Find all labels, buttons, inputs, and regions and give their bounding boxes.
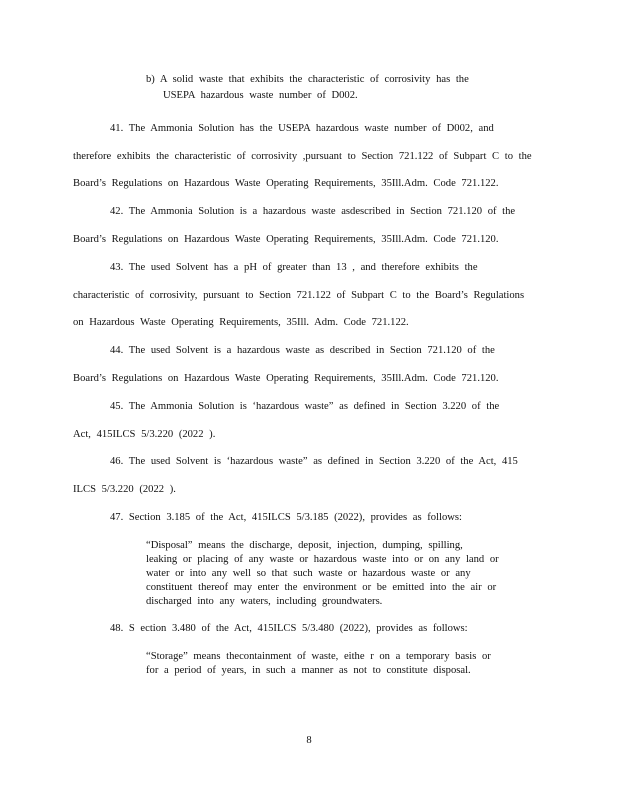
page-number: 8 <box>306 735 312 746</box>
para-48-quote-line-1: “Storage” means thecontainment of waste, eithe r on a temporary basis or <box>146 651 491 662</box>
para-47-quote-line-4: constituent thereof may enter the environment or be emitted into the air or <box>146 582 497 593</box>
para-43-line-3: on Hazardous Waste Operating Requirements, 35Ill. Adm. Code 721.122. <box>73 317 409 328</box>
para-41-line-3: Board’s Regulations on Hazardous Waste Operating Requirements, 35Ill.Adm. Code 721.122. <box>73 178 499 189</box>
para-44-line-1: 44. The used Solvent is a hazardous waste as described in Section 721.120 of the <box>110 345 495 356</box>
para-47-quote-line-1: “Disposal” means the discharge, deposit, injection, dumping, spilling, <box>146 540 463 551</box>
para-41-line-1: 41. The Ammonia Solution has the USEPA hazardous waste number of D002, and <box>110 123 494 134</box>
para-43-line-2: characteristic of corrosivity, pursuant to Section 721.122 of Subpart C to the Board’s Regulations <box>73 290 525 301</box>
item-b-line-2: USEPA hazardous waste number of D002. <box>163 90 358 101</box>
para-48-line-1: 48. S ection 3.480 of the Act, 415ILCS 5/3.480 (2022), provides as follows: <box>110 623 468 634</box>
para-44-line-2: Board’s Regulations on Hazardous Waste Operating Requirements, 35Ill.Adm. Code 721.120. <box>73 373 499 384</box>
para-47-quote-line-2: leaking or placing of any waste or hazardous waste into or on any land or <box>146 554 499 565</box>
para-46-line-1: 46. The used Solvent is ‘hazardous waste” as defined in Section 3.220 of the Act, 415 <box>110 456 518 467</box>
para-47-quote-line-5: discharged into any waters, including groundwaters. <box>146 596 383 607</box>
para-46-line-2: ILCS 5/3.220 (2022 ). <box>73 484 176 495</box>
para-41-line-2: therefore exhibits the characteristic of corrosivity ,pursuant to Section 721.122 of Subpart C to the <box>73 151 532 162</box>
para-43-line-1: 43. The used Solvent has a pH of greater than 13 , and therefore exhibits the <box>110 262 478 273</box>
para-42-line-1: 42. The Ammonia Solution is a hazardous waste asdescribed in Section 721.120 of the <box>110 206 516 217</box>
para-48-quote-line-2: for a period of years, in such a manner as not to constitute disposal. <box>146 665 471 676</box>
para-47-quote-line-3: water or into any well so that such waste or hazardous waste or any <box>146 568 471 579</box>
para-42-line-2: Board’s Regulations on Hazardous Waste Operating Requirements, 35Ill.Adm. Code 721.120. <box>73 234 499 245</box>
para-45-line-1: 45. The Ammonia Solution is ‘hazardous waste” as defined in Section 3.220 of the <box>110 401 500 412</box>
para-45-line-2: Act, 415ILCS 5/3.220 (2022 ). <box>73 429 216 440</box>
item-b-line-1: b) A solid waste that exhibits the characteristic of corrosivity has the <box>146 74 469 85</box>
para-47-line-1: 47. Section 3.185 of the Act, 415ILCS 5/3.185 (2022), provides as follows: <box>110 512 462 523</box>
